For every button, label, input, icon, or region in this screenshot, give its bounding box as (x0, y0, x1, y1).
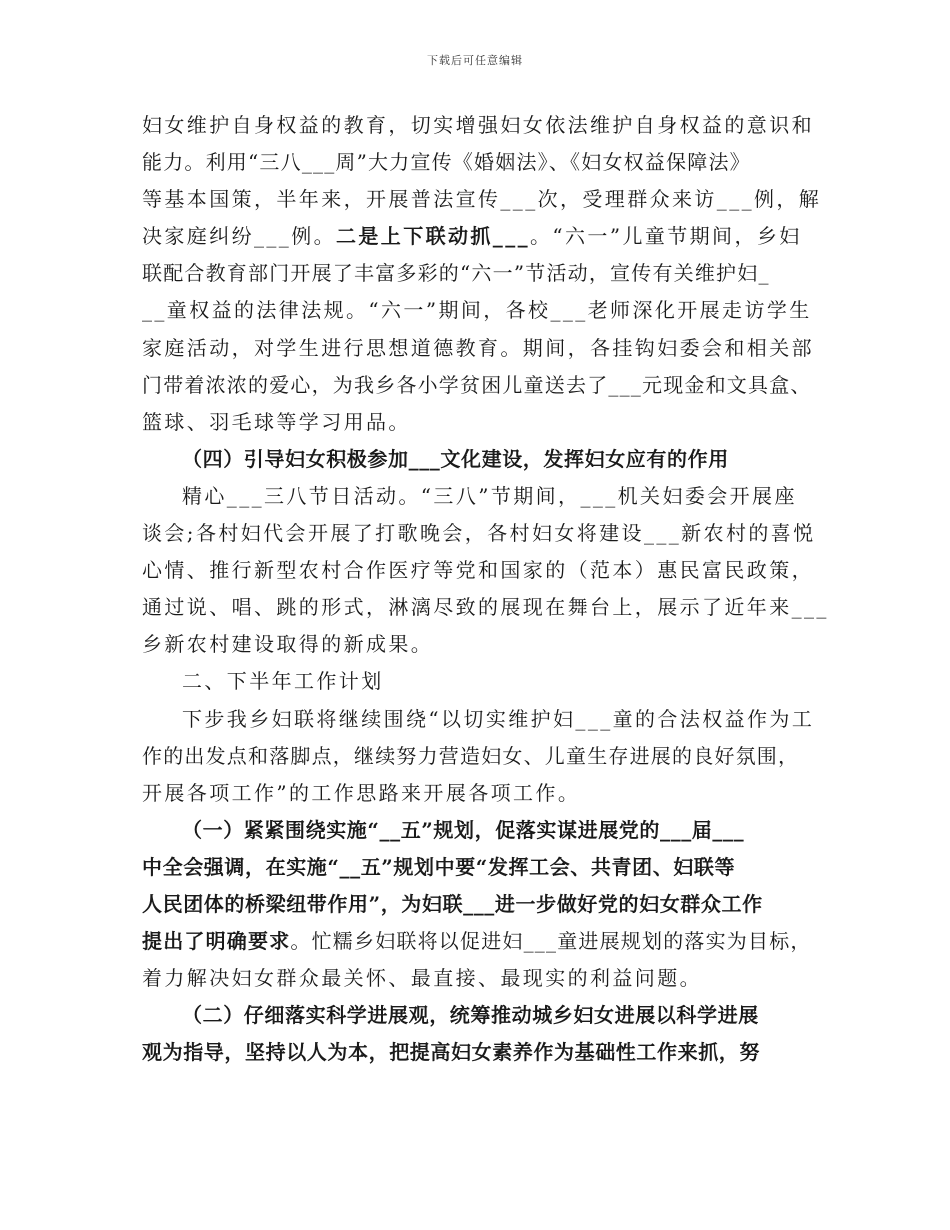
text-line: 作的出发点和落脚点，继续努力营造妇女、儿童生存进展的良好氛围， (142, 743, 800, 768)
section-heading: （一）紧紧围绕实施“__五”规划，促落实谋进展党的___届___ (182, 817, 745, 842)
text-line: 通过说、唱、跳的形式，淋漓尽致的展现在舞台上，展示了近年来___ (142, 595, 829, 620)
bold-text-line: 人民团体的桥梁纽带作用”，为妇联___进一步做好党的妇女群众工作 (142, 891, 763, 916)
bold-text-run: 二是上下联动抓___ (336, 224, 530, 249)
bold-text-line: 中全会强调，在实施“__五”规划中要“发挥工会、共青团、妇联等 (142, 854, 736, 879)
text-run: 。“六一”儿童节期间，乡妇 (530, 224, 802, 249)
text-line: 着力解决妇女群众最关怀、最直接、最现实的利益问题。 (142, 966, 702, 991)
text-run: 。忙糯乡妇联将以促进妇___童进展规划的落实为目标， (290, 929, 812, 954)
text-line: 等基本国策，半年来，开展普法宣传___次，受理群众来访___例，解 (142, 187, 822, 212)
section-heading: （二）仔细落实科学进展观，统筹推动城乡妇女进展以科学进展 (182, 1003, 759, 1028)
text-line: 妇女维护自身权益的教育，切实增强妇女依法维护自身权益的意识和 (142, 113, 814, 137)
text-line: 精心___三八节日活动。“三八”节期间，___机关妇委会开展座 (182, 483, 797, 508)
text-line: 开展各项工作”的工作思路来开展各项工作。 (142, 780, 581, 805)
bold-text-run: 提出了明确要求 (142, 929, 291, 954)
text-line: 下步我乡妇联将继续围绕“以切实维护妇___童的合法权益作为工 (182, 706, 815, 731)
document-body (142, 107, 829, 1071)
section-heading: （四）引导妇女积极参加___文化建设，发挥妇女应有的作用 (182, 446, 729, 471)
text-line: 家庭活动，对学生进行思想道德教育。期间，各挂钩妇委会和相关部 (142, 335, 814, 360)
text-line: 篮球、羽毛球等学习用品。 (142, 409, 411, 434)
text-line (142, 218, 822, 255)
bold-text-line: 观为指导，坚持以人为本，把提高妇女素养作为基础性工作来抓，努 (142, 1040, 760, 1065)
text-line (142, 923, 822, 960)
section-heading: 二、下半年工作计划 (182, 669, 384, 694)
text-line: 乡新农村建设取得的新成果。 (142, 632, 434, 657)
text-line: 谈会;各村妇代会开展了打歌晚会，各村妇女将建设___新农村的喜悦 (142, 521, 816, 546)
text-line: 心情、推行新型农村合作医疗等党和国家的（范本）惠民富民政策， (142, 558, 814, 583)
page-header: 下载后可任意编辑 (427, 54, 523, 67)
text-line: 门带着浓浓的爱心，为我乡各小学贫困儿童送去了___元现金和文具盒、 (142, 372, 812, 397)
text-line: 能力。利用“三八___周”大力宣传《婚姻法》、《妇女权益保障法》 (142, 150, 751, 175)
text-line: __童权益的法律法规。“六一”期间，各校___老师深化开展走访学生 (142, 298, 812, 323)
text-line: 联配合教育部门开展了丰富多彩的“六一”节活动，宣传有关维护妇_ (142, 261, 770, 286)
text-run: 决家庭纠纷___例。 (142, 224, 336, 249)
